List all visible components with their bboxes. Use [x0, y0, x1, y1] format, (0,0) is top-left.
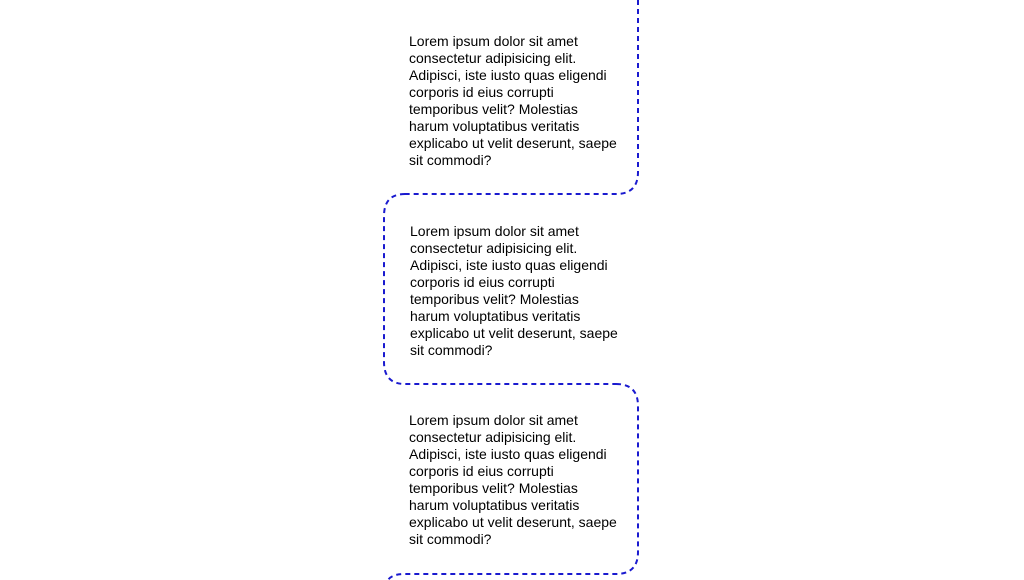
timeline-card-text: Lorem ipsum dolor sit amet consectetur adipisicing elit. Adipisci, iste iusto quas eligendi corporis id eius corrupti temporibus velit? Molestias harum voluptatibus veritatis explicabo ut velit deserunt, saepe sit commodi?: [410, 223, 618, 358]
timeline-card-text: Lorem ipsum dolor sit amet consectetur adipisicing elit. Adipisci, iste iusto quas eligendi corporis id eius corrupti temporibus velit? Molestias harum voluptatibus veritatis explicabo ut velit deserunt, saepe sit commodi?: [409, 33, 617, 168]
timeline-card-text: Lorem ipsum dolor sit amet consectetur adipisicing elit. Adipisci, iste iusto quas eligendi corporis id eius corrupti temporibus velit? Molestias harum voluptatibus veritatis explicabo ut velit deserunt, saepe sit commodi?: [409, 412, 617, 547]
